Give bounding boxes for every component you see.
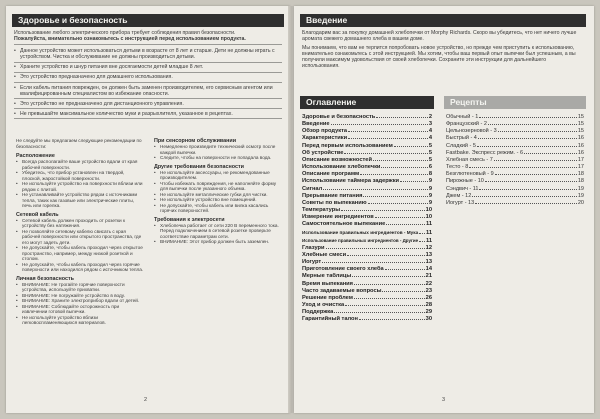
dot-leader [326,248,425,249]
bullet-item: • Данное устройство может использоваться детьми в возрасте от 8 лет и старше. Дети не должны играть с устройством. Чистка и обслуживание не должны производиться детьми. [20,48,282,60]
dot-leader [375,217,425,218]
bullet-item: • Всегда располагайте ваше устройство вдали от края рабочей поверхности. [22,159,144,170]
bullet-item: • Не устанавливайте устройство рядом с источниками тепла, таких как газовые или электрические плиты, печь или горелка. [22,192,144,209]
recipe-item-label: Французский - 2 [446,121,487,128]
contents-item-label: Часто задаваемые вопросы [302,287,382,294]
contents-item-label: Характеристики [302,135,348,142]
contents-item-page: 5 [428,142,432,149]
bullet-item: • Сетевой кабель должен проходить от розетки к устройству без натяжения. [22,218,144,229]
recipe-item-label: Сэндвич - 11 [446,185,479,192]
bullet-item: • Следите, чтобы на поверхности не попадала вода. [160,155,282,161]
bullet-item: • Немедленно произведите технический осмотр после каждой выпечки. [160,144,282,155]
dot-leader [359,319,425,320]
contents-item-page: 4 [428,135,432,142]
recipe-item [446,150,584,157]
recipe-item-page: 15 [577,121,584,128]
recipe-item-label: Безглютеновый - 9 [446,171,494,178]
contents-item-label: Использование хлебопечки [302,164,381,171]
bullet-item: • Хлебопечка работает от сети 220 В переменного тока. Перед подключением в сетевой розетке проверьте соответствие параметрам сети. [160,223,282,240]
recipe-item [446,171,584,178]
contents-item [302,221,432,228]
recipe-item-page: 17 [577,164,584,171]
recipe-item-label: Обычный - 1 [446,114,479,120]
bullet-item: • ВНИМАНИЕ: Не погружайте устройство в воду. [22,293,144,299]
dot-leader [368,203,428,204]
contents-header: Оглавление [300,96,434,109]
health-safety-header: Здоровье и безопасность [12,14,284,27]
contents-list [302,114,432,324]
recipe-item [446,128,584,135]
recipe-item-label: Йогурт - 13 [446,199,475,206]
contents-item [302,128,432,135]
recipes-list [446,114,584,207]
dot-leader [386,224,425,225]
recipe-item [446,178,584,185]
contents-item [302,316,432,323]
bullet-item: • Храните устройство и шнур питания вне досягаемости детей младше 8 лет. [20,64,282,70]
introduction-text: Благодарим вас за покупку домашней хлебопечки от Morphy Richards. Скоро вы убедитесь, что нет ничего лучше аромата свежего домашнего хлеба в вашем доме. [302,30,577,43]
recipe-item [446,121,584,128]
dot-leader [485,181,577,182]
contents-item-label: Описание программ [302,171,360,178]
contents-item [302,266,432,273]
contents-item-page: 4 [428,128,432,135]
recipe-item-label: Цельнозерновой - 3 [446,128,497,135]
contents-item [302,200,432,207]
dot-leader [475,203,577,204]
contents-item [302,207,432,214]
dot-leader [477,146,577,147]
recipe-item [446,193,584,200]
recipe-item-page: 19 [577,192,584,199]
dot-leader [488,124,577,125]
contents-item [302,302,432,309]
safety-intro-bold: Пожалуйста, внимательно ознакомьтесь с инструкцией перед использованием продукта. [14,36,246,43]
contents-item-label: Поддержка [302,309,334,316]
bullet-item: • ВНИМАНИЕ: Не трогайте горячие поверхности устройства, используйте прихватки. [22,282,144,293]
recipe-item-page: 16 [577,142,584,149]
contents-item-label: Перед первым использованием [302,142,393,149]
contents-item-label: Глазури [302,244,325,251]
recipe-item-label: Пирожные - 10 [446,178,484,185]
contents-item [302,171,432,178]
contents-item-page: 13 [425,259,432,266]
contents-item-page: 30 [425,316,432,323]
contents-item-label: Здоровье и безопасность [302,114,376,120]
contents-item-page: 6 [428,164,432,171]
dot-leader [345,305,424,306]
dot-leader [354,284,425,285]
bullet-item: • Если кабель питания поврежден, он должен быть заменен производителем, его сервисным агентом или квалифицированным специалистом во избежание опасности. [20,85,282,97]
other-requirements-list [154,170,282,214]
contents-item [302,273,432,280]
recipe-item [446,114,584,121]
bullet-item: • Не используйте аксессуары, не рекомендованные производителем. [160,170,282,181]
contents-item-page: 5 [428,156,432,163]
other-requirements-heading: Другие требования безопасности [154,163,244,170]
recipe-item-page: 15 [577,114,584,120]
dot-leader [334,312,424,313]
contents-item-label: Йогурт [302,259,322,266]
dot-leader [373,160,428,161]
contents-item [302,186,432,193]
contents-item-label: Время выпекания [302,280,353,287]
contents-item-label: Мерные таблицы [302,273,352,280]
page-number-right: 3 [442,397,446,403]
contents-item-label: Введение [302,121,330,128]
recipe-item-page: 20 [577,199,584,206]
dot-leader [341,210,425,211]
dot-leader [494,160,577,161]
contents-item [302,295,432,302]
recipe-item-page: 18 [577,171,584,178]
recipe-item [446,164,584,171]
contents-item-page: 14 [425,266,432,273]
recipe-item-page: 16 [577,135,584,142]
introduction-text-2: Мы понимаем, что вам не терпится попробовать новое устройство, но прежде чем приступить к использованию, внимательно ознакомьтесь с этой инструкцией. Мы хотим, чтобы ваш первый опыт выпечки был успешным, а вы получили максимум удовольствия от своей хлебопечки. Сохраните эти инструкции для дальнейшего использования. [302,45,576,70]
recipe-item-page: 18 [577,178,584,185]
contents-item-page: 12 [425,244,432,251]
contents-item-page: 11 [425,237,432,244]
safety-intro-text: Использование любого электрического прибора требует соблюдения правил безопасности. [14,30,236,36]
contents-item-label: Самостоятельное выпекание [302,221,386,228]
dot-leader [360,174,428,175]
bullet-item: • ВНИМАНИЕ: Этот прибор должен быть заземлен. [160,239,282,245]
location-list [16,159,144,209]
safety-bullet-list [14,48,282,119]
contents-item-page: 5 [428,149,432,156]
contents-item-label: Уход и очистка [302,302,345,309]
contents-item-label: Хлебные смеси [302,251,347,258]
dot-leader [498,131,577,132]
dot-leader [331,124,428,125]
contents-item-label: Использование правильных ингредиентов - Мука [302,229,419,235]
recipe-item [446,143,584,150]
dot-leader [347,255,425,256]
contents-item-page: 3 [428,121,432,128]
bullet-item: • Не используйте устройство вне помещений. [160,197,282,203]
contents-item-label: Температуры [302,207,341,214]
dot-leader [472,196,577,197]
contents-item-page: 22 [425,280,432,287]
dot-leader [344,153,427,154]
dot-leader [381,167,427,168]
contents-item [302,121,432,128]
contents-item [302,288,432,295]
dot-leader [495,174,577,175]
left-page [6,6,290,413]
safety-column-2 [154,138,282,245]
bullet-item: • Не используйте устройство вблизи легковоспламеняющихся материалов. [22,315,144,326]
recipe-item-label: Джем - 12 [446,192,472,199]
contents-item-label: Использование правильных ингредиентов - Другие [302,237,419,243]
power-cable-list [16,218,144,273]
contents-item-page: 10 [425,214,432,221]
contents-item-label: Измерение ингредиентов [302,214,374,221]
safety-column-1 [16,138,144,326]
dot-leader [385,269,425,270]
safety-intro [14,30,282,121]
contents-item-label: Прерывание питания [302,192,363,199]
bullet-item: • Это устройство предназначено для домашнего использования. [20,74,282,80]
contents-item [302,259,432,266]
contents-item [302,143,432,150]
bullet-item: • ВНИМАНИЕ: Соблюдайте осторожность при извлечении готовой выпечки. [22,304,144,315]
recipe-item-page: 16 [577,149,584,156]
dot-leader [376,117,428,118]
contents-item-label: Гарантийный талон [302,316,358,323]
contents-item-label: Советы по выпеканию [302,199,367,206]
bullet-item: • ВНИМАНИЕ: Храните электроприбор вдали от детей. [22,298,144,304]
contents-item-label: Решение проблем [302,294,353,301]
bullet-item: • Не допускайте, чтобы кабель проходил через горячие поверхности или находился рядом с источником тепла. [22,262,144,273]
bullet-item: • Не используйте металлические губки для чистки. [160,192,282,198]
dot-leader [524,153,577,154]
contents-item [302,229,432,237]
dot-leader [354,298,425,299]
contents-item-label: Сигнал [302,185,323,192]
contents-item-page: 9 [428,185,432,192]
dot-leader [323,189,428,190]
recipe-item-page: 19 [577,185,584,192]
dot-leader [363,196,427,197]
personal-safety-list [16,282,144,326]
safety-small-note: Не следуйте мы предлагаем следующие рекомендации по безопасности: [16,138,142,150]
bullet-item: • Убедитесь, что прибор установлен на твердой, плоской, жаростойкой поверхности. [22,170,144,181]
bullet-item: • Не позволяйте сетевому кабелю свисать с края рабочей поверхности или открытого пространства, где его могут задеть дети. [22,229,144,246]
bullet-item: • Не допускайте, чтобы кабель проходил через открытое пространство, например, между низкой розеткой и столом. [22,245,144,262]
dot-leader [382,291,424,292]
contents-item [302,281,432,288]
dot-leader [352,276,424,277]
bullet-item: • Это устройство не предназначено для дистанционного управления. [20,101,282,107]
dot-leader [469,167,577,168]
contents-item-page: 9 [428,199,432,206]
recipe-item-page: 17 [577,156,584,163]
recipe-item-label: Быстрый - 4 [446,135,477,142]
bullet-item: • Чтобы избежать повреждения, не наполняйте форму для выпечки после указанного объема. [160,181,282,192]
power-cable-heading: Сетевой кабель [16,211,59,218]
recipe-item [446,157,584,164]
contents-item [302,245,432,252]
recipe-item-label: Тесто - 8 [446,164,469,171]
recipe-item [446,135,584,142]
contents-item [302,214,432,221]
contents-item [302,193,432,200]
contents-item-page: 10 [425,207,432,214]
introduction-header: Введение [300,14,586,27]
dot-leader [400,181,428,182]
contents-item [302,114,432,121]
dot-leader [479,117,577,118]
service-list [154,144,282,161]
contents-item-page: 11 [425,221,432,228]
contents-item [302,309,432,316]
dot-leader [348,131,428,132]
bullet-item: • Не используйте устройство на поверхности вблизи или рядом с плитой. [22,181,144,192]
personal-safety-heading: Личная безопасность [16,275,74,282]
contents-item [302,252,432,259]
contents-item-page: 13 [425,251,432,258]
location-heading: Расположение [16,153,55,160]
recipe-item-label: Fastbake. Экспресс режим. - 6 [446,149,524,156]
contents-item-page: 9 [428,178,432,185]
dot-leader [348,138,428,139]
dot-leader [479,189,576,190]
dot-leader [322,262,424,263]
contents-item-page: 2 [428,114,432,120]
contents-item [302,237,432,245]
contents-item-page: 9 [428,192,432,199]
dot-leader [419,241,425,242]
contents-item-page: 8 [428,171,432,178]
contents-item-label: Приготовление своего хлеба [302,266,384,273]
right-page [294,6,594,413]
contents-item [302,135,432,142]
recipe-item-label: Хлебная смесь - 7 [446,156,493,163]
service-heading: При сенсорном обслуживании [154,138,237,144]
electrical-heading: Требования к электросети [154,216,225,223]
dot-leader [419,233,425,234]
recipe-item-page: 15 [577,128,584,135]
recipe-item [446,186,584,193]
bullet-item: • Не превышайте максимальное количество муки и разрыхлителя, указанное в рецептах. [20,111,282,117]
contents-item-page: 28 [425,302,432,309]
contents-item-label: Обзор продукта [302,128,348,135]
recipes-header: Рецепты [444,96,586,109]
contents-item-page: 11 [425,229,432,236]
electrical-list [154,223,282,245]
contents-item-label: Об устройстве [302,149,344,156]
bullet-item: • Не допускайте, чтобы кабель или вилка касались горячих поверхностей. [160,203,282,214]
contents-item-label: Использование таймера задержки [302,178,400,185]
contents-item [302,164,432,171]
contents-item-page: 23 [425,287,432,294]
contents-item-page: 26 [425,294,432,301]
contents-item [302,178,432,185]
contents-item [302,157,432,164]
dot-leader [394,146,428,147]
dot-leader [478,138,577,139]
contents-item-page: 21 [425,273,432,280]
recipe-item-label: Сладкий - 5 [446,142,476,149]
introduction-text-block [302,30,584,70]
contents-item-page: 29 [425,309,432,316]
contents-item-label: Описание возможностей [302,156,372,163]
page-number-left: 2 [144,397,148,403]
recipe-item [446,200,584,207]
contents-item [302,150,432,157]
